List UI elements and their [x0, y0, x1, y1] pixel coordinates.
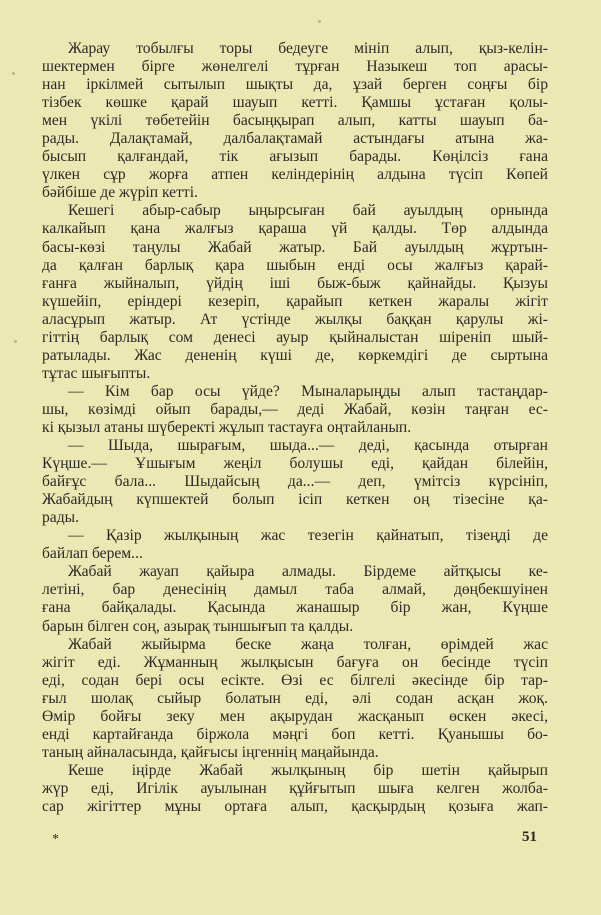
paragraph: [42, 437, 548, 527]
text-line: Жабай жыйырма беске жаңа толған, өрімдей жас: [68, 635, 548, 653]
text-line: Күңше.— Ұшығым жеңіл болушы еді, қайдан білейін,: [42, 455, 548, 473]
text-line: калкайып қана жалғыз қараша үй қалды. Төр алдында: [42, 220, 548, 238]
text-line: мен үкілі төбетейін басыңқырап алып, катты шауып ба-: [42, 112, 548, 130]
text-line: енді картайғанда біржола мәңгі боп кетті. Қуанышы бо-: [42, 725, 548, 743]
text-line: Өмір бойғы зеку мен ақырудан жасқанып өскен әкесі,: [42, 707, 548, 725]
text-line: Жабайдың күпшектей болып ісіп кеткен оң тізесіне қа-: [42, 491, 548, 509]
text-line: гіттің барлық сом денесі ауыр қыйналыстан шіреніп шый-: [42, 328, 548, 346]
text-line: аласұрып жатыр. Ат үстінде жылқы баққан қарулы жі-: [42, 310, 548, 328]
paragraph: [42, 636, 548, 762]
text-line: сар жігіттер мұны ортаға алып, қасқырдың қозыға жап-: [42, 797, 548, 815]
text-line: басы-көзі таңулы Жабай жатыр. Бай ауылдың жұртын-: [42, 238, 548, 256]
text-line: күшейіп, еріндері кезеріп, қарайып кеткен жаралы жігіт: [42, 292, 548, 310]
paper-speck: [14, 340, 17, 343]
text-line: ғана байқалады. Қасында жанашыр бір жан, Күңше: [42, 599, 548, 617]
text-line: рады. Далақтамай, далбалақтамай астындағы атына жа-: [42, 130, 548, 148]
text-line: шектермен бірге жөнелгелі тұрған Назыкеш топ арасы-: [42, 58, 548, 76]
text-line: Жарау тобылғы торы бедеуге мініп алып, қыз-келін-: [68, 40, 548, 57]
text-line: рады.: [42, 509, 80, 527]
text-line: да қалған барлық қара шыбын енді осы жалғыз қарай-: [42, 256, 548, 274]
text-line: байлап берем...: [42, 545, 143, 563]
text-line: үлкен сұр жорға атпен келіндерінің алдына түсіп Көпей: [42, 166, 548, 184]
text-line: — Кім бар осы үйде? Мыналарыңды алып тастаңдар-: [68, 382, 548, 400]
text-line: Жабай жауап қайыра алмады. Бірдеме айтқысы ке-: [68, 563, 548, 581]
footer-asterisk: *: [52, 832, 59, 847]
text-line: тұтас шығыпты.: [42, 364, 151, 382]
paragraph: [42, 527, 548, 563]
paragraph: [42, 40, 548, 202]
text-line: жігіт еді. Жұманның жылқысын бағуға он бесінде түсіп: [42, 653, 548, 671]
page-number: 51: [522, 829, 537, 845]
text-line: ратылады. Жас дененің күші де, көркемдігі де сыртына: [42, 346, 548, 364]
text-line: кі қызыл атаны шүберекті жұлып тастауға оңтайланып.: [42, 418, 412, 436]
text-line: тізбек көшке қарай шауып кетті. Қамшы ұстаған қолы-: [42, 94, 548, 112]
text-line: Кеше іңірде Жабай жылқының бір шетін қайырып: [68, 761, 548, 779]
text-line: Кешегі абыр-сабыр ыңырсыған бай ауылдың орнында: [68, 202, 548, 220]
paper-speck: [12, 72, 15, 75]
text-line: барын білген соң, азырақ тыншығып та қалды.: [42, 617, 354, 635]
paragraph: [42, 762, 548, 816]
paragraph: [42, 563, 548, 635]
text-line: бысып қалғандай, тік ағызып барады. Көңілсіз ғана: [42, 148, 548, 166]
text-line: — Шыда, шырағым, шыда...— деді, қасында отырған: [68, 437, 548, 455]
text-line: жүр еді, Игілік ауылынан құйғытып шыға келген жолба-: [42, 779, 548, 797]
text-line: — Қазір жылқының жас тезегін қайнатып, тізеңді де: [68, 527, 548, 545]
paper-speck: [318, 20, 321, 23]
text-line: нан іркілмей сытылып шықты да, ұзай берген соңғы бір: [42, 76, 548, 94]
text-line: летіні, бар денесінің дамыл таба алмай, дөңбекшуінен: [42, 581, 548, 599]
text-line: таның айналасында, қайғысы іңгеннің маңайында.: [42, 743, 379, 761]
paragraph: [42, 383, 548, 437]
text-line: байғұс бала... Шыдайсың да...— деп, үмітсіз күрсініп,: [42, 473, 548, 491]
paragraph: [42, 202, 548, 382]
text-line: бәйбіше де жүріп кетті.: [42, 184, 198, 202]
text-line: ғыл шолақ сыйыр болатын еді, әлі содан асқан жоқ.: [42, 689, 548, 707]
text-line: шы, көзімді ойып барады,— деді Жабай, көзін таңған ес-: [42, 400, 548, 418]
text-line: еді, содан бері осы есікте. Өзі ес білгелі әкесінде бір тар-: [42, 671, 548, 689]
book-page-text: [42, 40, 548, 816]
text-line: ғанға жыйналып, үйдің іші быж-быж қайнайды. Қызуы: [42, 274, 548, 292]
